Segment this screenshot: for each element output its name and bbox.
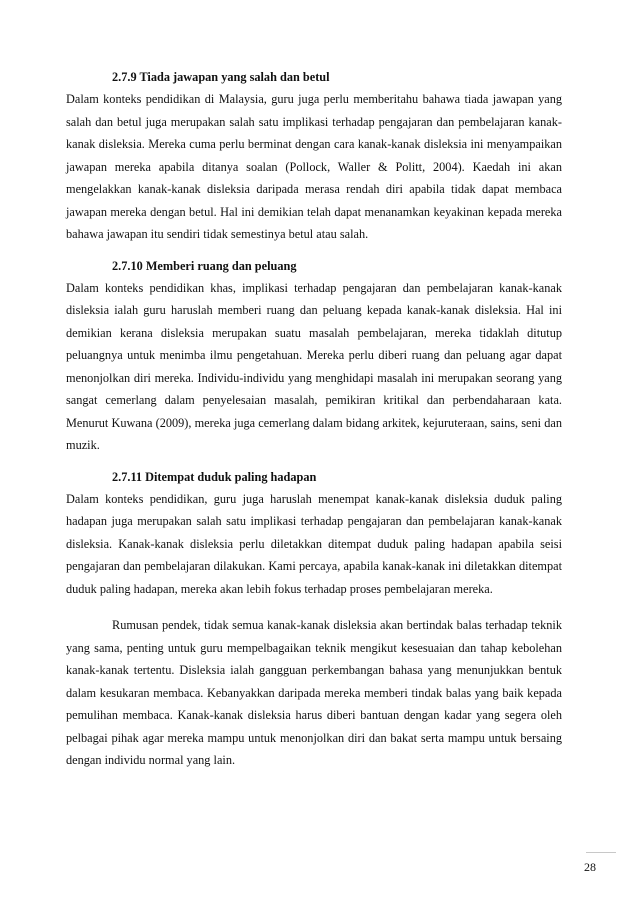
summary-paragraph: Rumusan pendek, tidak semua kanak-kanak disleksia akan bertindak balas terhadap teknik yang sama, penting untuk guru mempelbagaikan teknik mengikut kesesuaian dan tahap kebolehan kanak-kanak tertentu. Disleksia ialah gangguan perkembangan bahasa yang menunjukkan bentuk dalam kesukaran membaca. Kebanyakkan daripada mereka memberi tindak balas yang baik kepada pemulihan membaca. Kanak-kanak disleksia harus diberi bantuan dengan kadar yang segera oleh pelbagai pihak agar mereka mampu untuk menonjolkan diri dan bakat serta mampu untuk bersaing dengan individu normal yang lain.: [66, 618, 562, 767]
section-2-7-9: [66, 68, 562, 246]
section-heading: 2.7.9 Tiada jawapan yang salah dan betul: [112, 70, 330, 84]
section-2-7-11: [66, 468, 562, 601]
page-body: [66, 68, 562, 772]
section-2-7-10: [66, 257, 562, 457]
section-heading: 2.7.10 Memberi ruang dan peluang: [112, 258, 297, 273]
section-paragraph: Dalam konteks pendidikan, guru juga haruslah menempat kanak-kanak disleksia duduk paling hadapan juga merupakan salah satu implikasi terhadap pengajaran dan pembelajaran kanak-kanak disleksia. Kanak-kanak disleksia perlu diletakkan ditempat duduk paling hadapan apabila seisi pengajaran dan pembelajaran dilakukan. Kami percaya, apabila kanak-kanak ini diletakkan ditempat duduk paling hadapan, mereka akan lebih fokus terhadap proses pembelajaran mereka.: [66, 491, 562, 596]
page-number: 28: [584, 860, 596, 874]
section-paragraph: Dalam konteks pendidikan di Malaysia, guru juga perlu memberitahu bahawa tiada jawapan yang salah dan betul juga merupakan salah satu implikasi terhadap pengajaran dan pembelajaran kanak-kanak disleksia. Mereka cuma perlu berminat dengan cara kanak-kanak disleksia ini menyampaikan jawapan mereka apabila ditanya soalan (Pollock, Waller & Politt, 2004). Kaedah ini akan mengelakkan kanak-kanak disleksia daripada merasa rendah diri apabila tidak dapat membaca jawapan mereka dengan betul. Hal ini demikian telah dapat menanamkan keyakinan kepada mereka bahawa jawapan itu sendiri tidak semestinya betul atau salah.: [66, 92, 562, 241]
section-heading: 2.7.11 Ditempat duduk paling hadapan: [112, 469, 317, 484]
page-number-rule: [586, 852, 616, 853]
section-paragraph: Dalam konteks pendidikan khas, implikasi terhadap pengajaran dan pembelajaran kanak-kanak disleksia ialah guru haruslah memberi ruang dan peluang kepada kanak-kanak disleksia. Hal ini demikian kerana disleksia merupakan suatu masalah pembelajaran, mereka tidaklah ditutup peluangnya untuk menimba ilmu pengetahuan. Mereka perlu diberi ruang dan peluang agar dapat menonjolkan diri mereka. Individu-individu yang menghidapi masalah ini merupakan seorang yang sangat cemerlang dalam penyelesaian masalah, pemikiran kritikal dan perbendaharaan kata. Menurut Kuwana (2009), mereka juga cemerlang dalam bidang arkitek, kejuruteraan, sains, seni dan muzik.: [66, 280, 562, 452]
